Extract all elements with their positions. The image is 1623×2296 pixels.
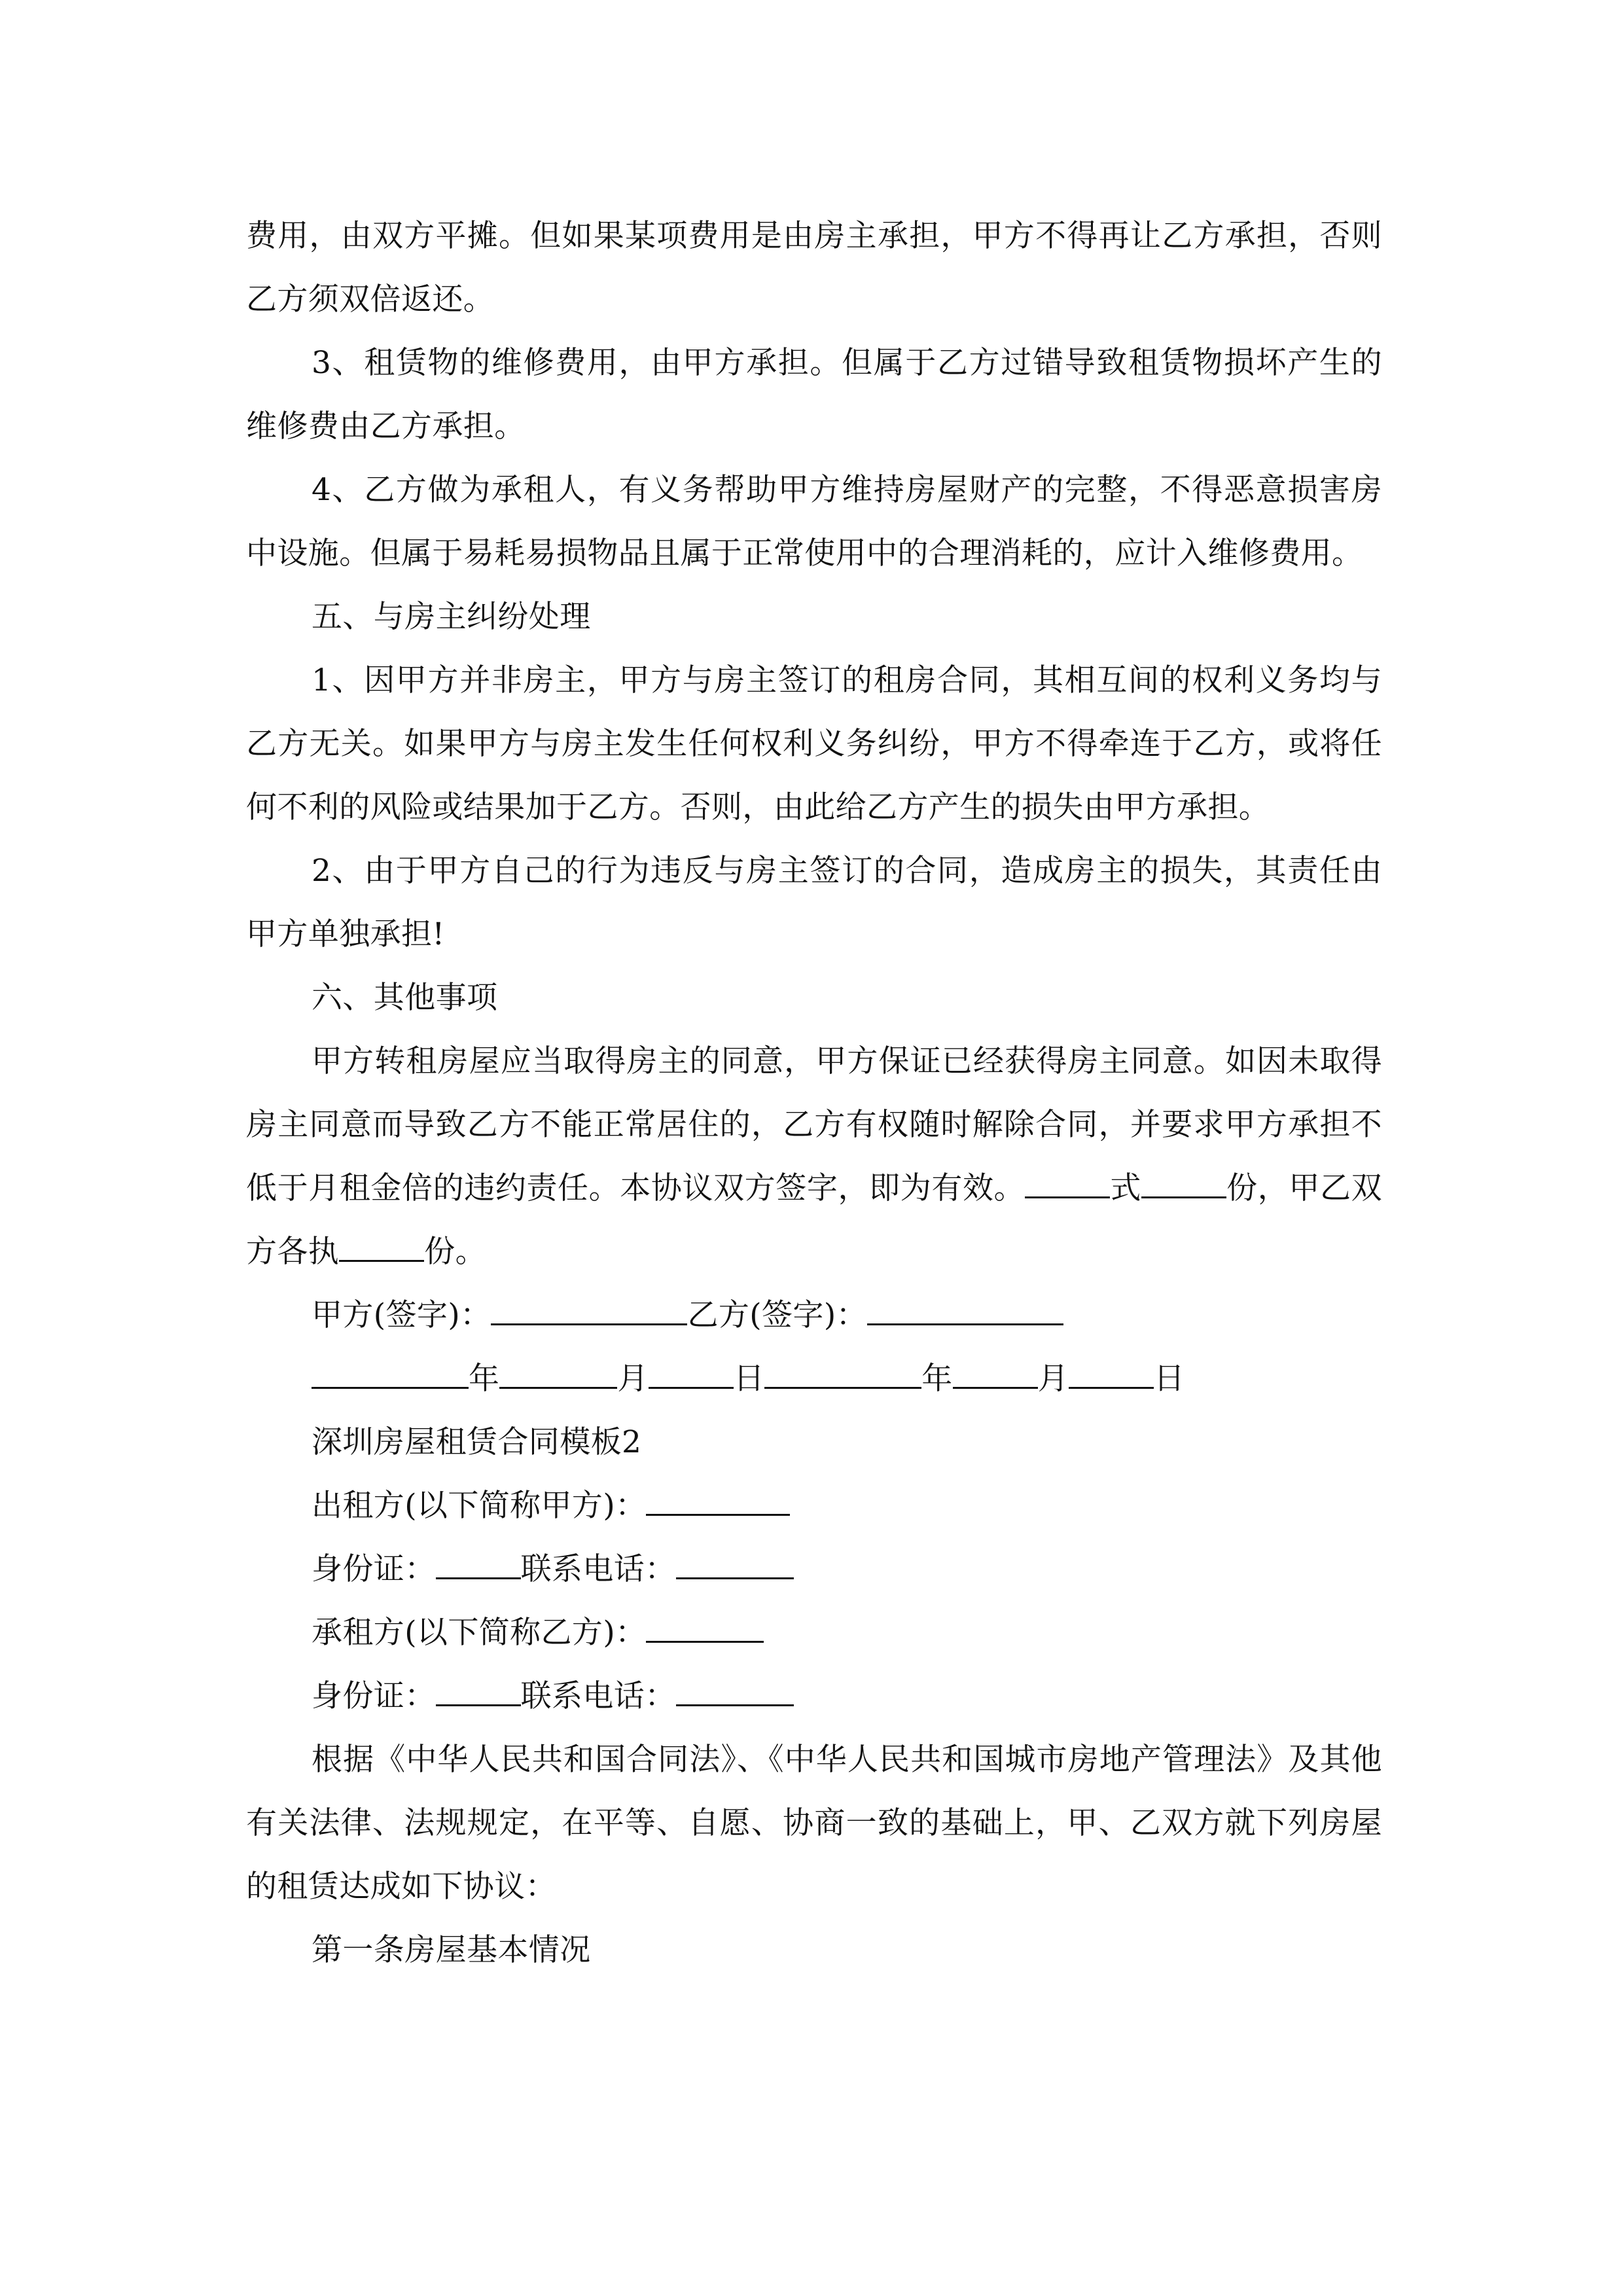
article-1-heading: 第一条房屋基本情况 <box>312 1932 591 1968</box>
party-b-day-field[interactable] <box>1069 1357 1154 1389</box>
party-a-day-field[interactable] <box>649 1357 734 1389</box>
copies-blank-field[interactable] <box>1025 1167 1110 1198</box>
paragraph-clause-3: 3、租赁物的维修费用，由甲方承担。但属于乙方过错导致租赁物损坏产生的维修费由乙方承担。 <box>246 345 1382 444</box>
lessor-phone-field[interactable] <box>676 1548 794 1579</box>
paragraph-section6 <box>246 1030 1382 1283</box>
template2-title: 深圳房屋租赁合同模板2 <box>312 1424 642 1460</box>
signature-line <box>246 1283 1382 1347</box>
document-page <box>246 204 1382 1982</box>
section6-text-each: 份，甲乙双方各执 <box>246 1170 1382 1270</box>
day-label: 日 <box>1154 1361 1185 1397</box>
copies-each-blank-field[interactable] <box>339 1230 424 1262</box>
paragraph-fee-continuation: 费用，由双方平摊。但如果某项费用是由房主承担，甲方不得再让乙方承担，否则乙方须双倍返还。 <box>246 218 1382 317</box>
lessee-label: 承租方(以下简称乙方)： <box>312 1615 647 1651</box>
party-a-month-field[interactable] <box>499 1357 617 1389</box>
lessee-id-line <box>246 1664 1382 1728</box>
lessee-id-field[interactable] <box>436 1675 521 1706</box>
party-b-month-field[interactable] <box>953 1357 1038 1389</box>
section6-text-end: 份。 <box>424 1234 487 1270</box>
party-b-signature-field[interactable] <box>867 1294 1063 1325</box>
year-label: 年 <box>469 1361 500 1397</box>
section6-text: 甲方转租房屋应当取得房主的同意，甲方保证已经获得房主同意。如因未取得房主同意而导致乙方不能正常居住的，乙方有权随时解除合同，并要求甲方承担不低于月租金倍的违约责任。本协议双方签字，即为有效。 <box>246 1043 1382 1206</box>
party-a-year-field[interactable] <box>312 1357 469 1389</box>
lessor-name-field[interactable] <box>646 1484 790 1516</box>
paragraph-section5-clause-2: 2、由于甲方自己的行为违反与房主签订的合同，造成房主的损失，其责任由甲方单独承担! <box>246 853 1382 952</box>
day-label: 日 <box>733 1361 765 1397</box>
lessee-line <box>246 1601 1382 1664</box>
lessor-id-field[interactable] <box>436 1548 521 1579</box>
party-b-year-field[interactable] <box>764 1357 921 1389</box>
copies-count-blank-field[interactable] <box>1141 1167 1226 1198</box>
lessee-phone-field[interactable] <box>676 1675 794 1706</box>
month-label: 月 <box>1037 1361 1069 1397</box>
section-heading-5: 五、与房主纠纷处理 <box>312 599 591 635</box>
id-label: 身份证： <box>312 1551 436 1587</box>
lessor-line <box>246 1474 1382 1537</box>
section6-text-shi: 式 <box>1110 1170 1141 1206</box>
phone-label: 联系电话： <box>520 1678 676 1714</box>
party-b-signature-label: 乙方(签字)： <box>687 1297 867 1333</box>
party-a-signature-label: 甲方(签字)： <box>312 1297 491 1333</box>
lessor-label: 出租方(以下简称甲方)： <box>312 1488 647 1524</box>
id-label: 身份证： <box>312 1678 436 1714</box>
lessor-id-line <box>246 1537 1382 1601</box>
paragraph-section5-clause-1: 1、因甲方并非房主，甲方与房主签订的租房合同，其相互间的权利义务均与乙方无关。如果甲方与房主发生任何权利义务纠纷，甲方不得牵连于乙方，或将任何不利的风险或结果加于乙方。否则，由此给乙方产生的损失由甲方承担。 <box>246 662 1382 825</box>
paragraph-clause-4: 4、乙方做为承租人，有义务帮助甲方维持房屋财产的完整，不得恶意损害房中设施。但属于易耗易损物品且属于正常使用中的合理消耗的，应计入维修费用。 <box>246 472 1382 571</box>
section-heading-6: 六、其他事项 <box>312 980 498 1016</box>
date-line <box>246 1347 1382 1410</box>
phone-label: 联系电话： <box>520 1551 676 1587</box>
month-label: 月 <box>617 1361 649 1397</box>
year-label: 年 <box>921 1361 953 1397</box>
party-a-signature-field[interactable] <box>491 1294 687 1325</box>
lessee-name-field[interactable] <box>646 1611 764 1643</box>
preamble-paragraph: 根据《中华人民共和国合同法》、《中华人民共和国城市房地产管理法》及其他有关法律、法规规定，在平等、自愿、协商一致的基础上，甲、乙双方就下列房屋的租赁达成如下协议： <box>246 1742 1382 1905</box>
